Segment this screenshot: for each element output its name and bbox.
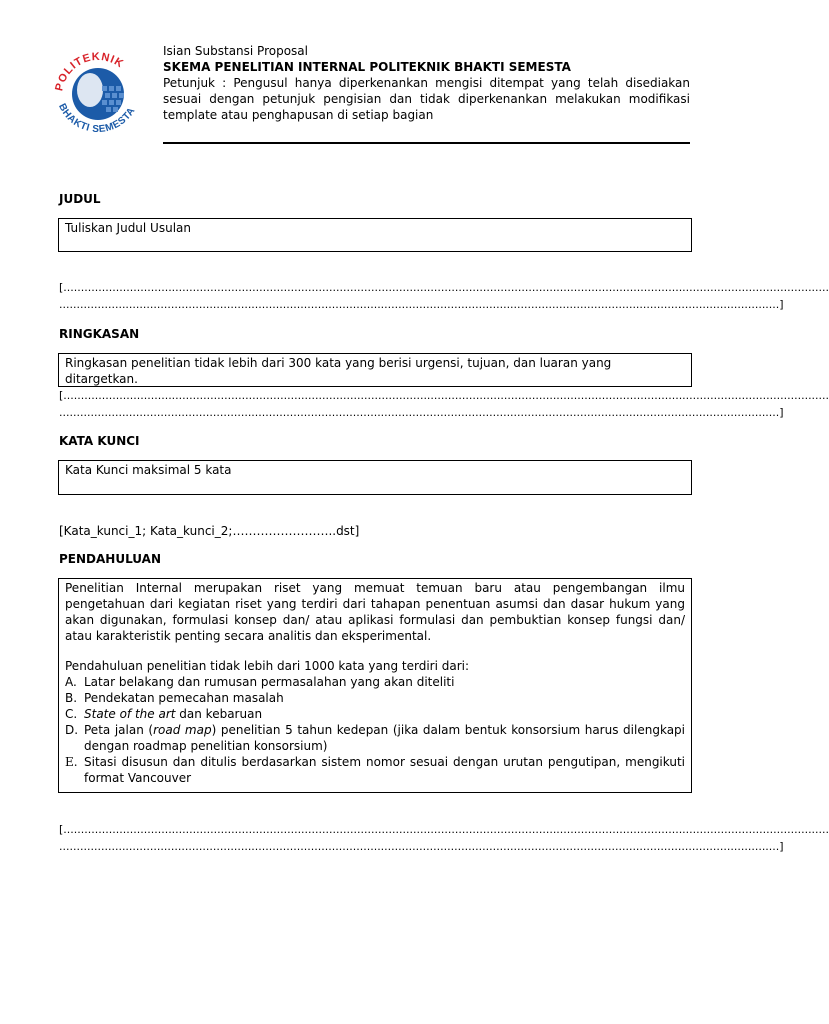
ringkasan-box-text: Ringkasan penelitian tidak lebih dari 300 kata yang berisi urgensi, tujuan, dan luaran yang ditargetkan. xyxy=(65,356,612,386)
list-item: C. State of the art dan kebaruan xyxy=(65,707,263,721)
section-label-judul: JUDUL xyxy=(59,192,101,206)
kata-kunci-input-box[interactable] xyxy=(58,460,692,495)
form-subtitle: Isian Substansi Proposal xyxy=(163,44,308,58)
pendahuluan-requirements-intro: Pendahuluan penelitian tidak lebih dari 1000 kata yang terdiri dari: xyxy=(65,659,470,673)
form-instruction: Petunjuk : Pengusul hanya diperkenankan mengisi ditempat yang telah disediakan sesuai dengan petunjuk pengisian dan tidak diperkenankan melakukan modifikasi template atau penghapusan di setiap bagian xyxy=(163,76,690,122)
pendahuluan-fill-line-2: ..............................................................................................................................................................................................................] xyxy=(59,840,784,853)
list-item: D. Peta jalan (road map) penelitian 5 tahun kedepan (jika dalam bentuk konsorsium harus dilengkapi dengan roadmap penelitian konsorsium) xyxy=(65,723,685,753)
section-label-pendahuluan: PENDAHULUAN xyxy=(59,552,161,566)
list-item: E. Sitasi disusun dan ditulis berdasarkan sistem nomor sesuai dengan urutan pengutipan, mengikuti format Vancouver xyxy=(65,755,685,785)
svg-text:BHAKTI SEMESTA: BHAKTI SEMESTA xyxy=(56,101,138,136)
ringkasan-input-box[interactable] xyxy=(58,353,692,387)
judul-input-box[interactable] xyxy=(58,218,692,252)
judul-fill-line-2: ..............................................................................................................................................................................................................] xyxy=(59,298,784,311)
ringkasan-fill-line-2: ..............................................................................................................................................................................................................] xyxy=(59,406,784,419)
ringkasan-fill-line-1: [........................................................................................................................................................................................................................... xyxy=(59,389,829,402)
judul-fill-line-1: [........................................................................................................................................................................................................................... xyxy=(59,281,829,294)
pendahuluan-intro-paragraph: Penelitian Internal merupakan riset yang memuat temuan baru atau pengembangan ilmu pengetahuan dari kegiatan riset yang terdiri dari tahapan penentuan asumsi dan dasar hukum yang akan digunakan, formulasi konsep dan/ atau aplikasi formulasi dan pembuktian konsep fungsi dan/ atau karakteristik penting secara analitis dan eksperimental. xyxy=(65,581,685,643)
pendahuluan-input-box[interactable] xyxy=(58,578,692,793)
section-label-kata-kunci: KATA KUNCI xyxy=(59,434,140,448)
pendahuluan-fill-line-1: [........................................................................................................................................................................................................................... xyxy=(59,823,829,836)
pendahuluan-requirements-list xyxy=(65,674,685,786)
list-item: A. Latar belakang dan rumusan permasalahan yang akan diteliti xyxy=(65,675,455,689)
form-title: SKEMA PENELITIAN INTERNAL POLITEKNIK BHAKTI SEMESTA xyxy=(163,60,571,74)
header-divider xyxy=(163,142,690,144)
list-item: B. Pendekatan pemecahan masalah xyxy=(65,691,284,705)
svg-text:POLITEKNIK: POLITEKNIK xyxy=(53,50,126,93)
section-label-ringkasan: RINGKASAN xyxy=(59,327,140,341)
judul-box-text: Tuliskan Judul Usulan xyxy=(65,221,191,235)
kata-kunci-box-text: Kata Kunci maksimal 5 kata xyxy=(65,463,232,477)
institution-logo xyxy=(50,50,146,140)
kata-kunci-example: [Kata_kunci_1; Kata_kunci_2;……………………..dst] xyxy=(59,524,360,538)
